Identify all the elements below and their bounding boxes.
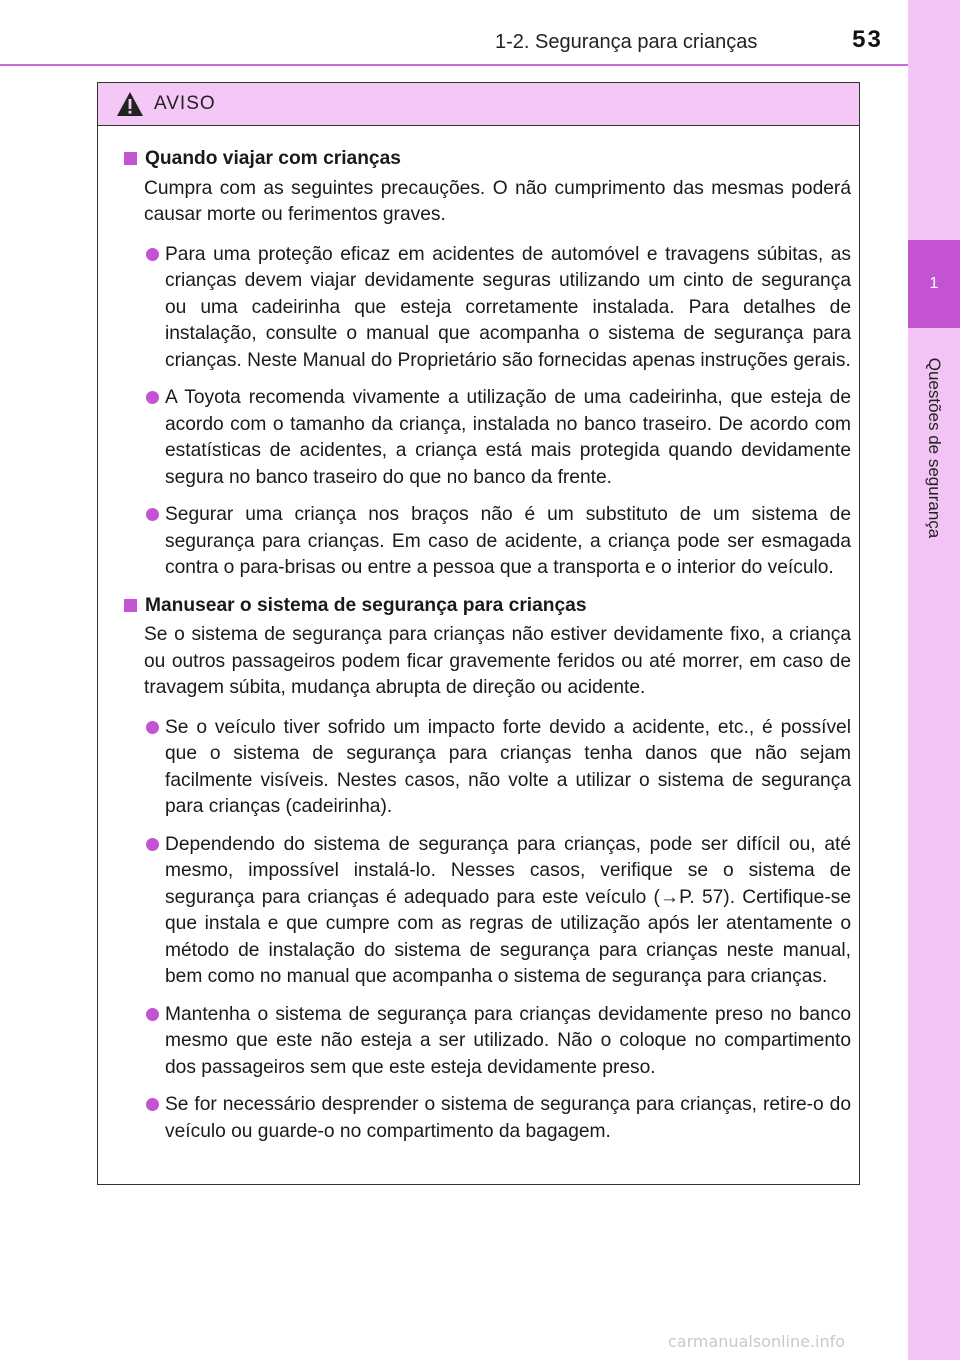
bullet-text: Se for necessário desprender o sistema de segurança para crianças, retire-o do veículo ou guarde-o no compartimento da bagagem. xyxy=(165,1094,851,1142)
round-bullet-icon xyxy=(146,838,159,851)
bullet-text: Mantenha o sistema de segurança para crianças devidamente preso no banco mesmo que este não esteja a ser utilizado. Não o coloque no compartimento dos passageiros sem que este esteja devidamente preso. xyxy=(165,1003,851,1078)
bullet-item xyxy=(146,242,851,375)
section-heading xyxy=(122,146,851,173)
warning-box xyxy=(97,82,860,1185)
square-bullet-icon xyxy=(124,152,137,165)
round-bullet-icon xyxy=(146,1008,159,1021)
bullet-item xyxy=(146,832,851,991)
watermark: carmanualsonline.info xyxy=(668,1332,846,1351)
bullet-text: Segurar uma criança nos braços não é um substituto de um sistema de segurança para crianças. Em caso de acidente, a criança pode ser esmagada contra o para-brisas ou entre a pessoa que a transporta e o interior do veículo. xyxy=(165,504,851,578)
section-intro: Se o sistema de segurança para crianças não estiver devidamente fixo, a criança ou outros passageiros podem ficar gravemente feridos ou até morrer, em caso de travagem súbita, mudança abrupta de direção ou acidente. xyxy=(144,624,851,698)
side-tab xyxy=(908,0,960,1360)
warning-triangle-icon xyxy=(116,91,144,117)
bullet-text: Dependendo do sistema de segurança para crianças, pode ser difícil ou, até mesmo, impossível instalá-lo. Nesses casos, verifique se o sistema de segurança para crianças é adequado para este veículo (→P. 57). Certifique-se que instala e que cumpre com as regras de utilização após ler atentamente o método de instalação do sistema de segurança para crianças neste manual, bem como no manual que acompanha o sistema de segurança para crianças. xyxy=(165,833,851,987)
section-heading xyxy=(122,593,851,620)
round-bullet-icon xyxy=(146,508,159,521)
section-title: 1-2. Segurança para crianças xyxy=(495,31,758,53)
square-bullet-icon xyxy=(124,599,137,612)
round-bullet-icon xyxy=(146,248,159,261)
section-intro: Cumpra com as seguintes precauções. O não cumprimento das mesmas poderá causar morte ou ferimentos graves. xyxy=(144,177,851,225)
chapter-tab[interactable]: 1 xyxy=(908,240,960,328)
bullet-item xyxy=(146,715,851,821)
round-bullet-icon xyxy=(146,721,159,734)
bullet-text: Para uma proteção eficaz em acidentes de automóvel e travagens súbitas, as crianças devem viajar devidamente seguras utilizando um cinto de segurança ou uma cadeirinha que esteja corretamente instalada. Para detalhes de instalação, consulte o manual que acompanha o sistema de segurança para crianças. Neste Manual do Proprietário são fornecidas apenas instruções gerais. xyxy=(165,243,851,371)
bullet-item xyxy=(146,502,851,582)
page-number: 53 xyxy=(852,26,883,53)
round-bullet-icon xyxy=(146,1098,159,1111)
bullet-text: A Toyota recomenda vivamente a utilização de uma cadeirinha, que esteja de acordo com o tamanho da criança, instalada no banco traseiro. De acordo com estatísticas de acidentes, a criança está mais protegida quando devidamente segura no banco traseiro do que no banco da frente. xyxy=(165,387,851,488)
warning-body xyxy=(98,126,859,1145)
section-heading-text: Manusear o sistema de segurança para crianças xyxy=(145,594,587,616)
header-divider xyxy=(0,64,908,66)
bullet-item xyxy=(146,1092,851,1145)
section-heading-text: Quando viajar com crianças xyxy=(145,148,401,169)
round-bullet-icon xyxy=(146,391,159,404)
bullet-text: Se o veículo tiver sofrido um impacto forte devido a acidente, etc., é possível que o sistema de segurança para crianças tenha danos que não sejam facilmente visíveis. Nestes casos, não volte a utilizar o sistema de segurança para crianças (cadeirinha). xyxy=(165,716,851,817)
chapter-title: Questões de segurança xyxy=(925,357,944,539)
warning-header xyxy=(98,83,859,126)
warning-title: AVISO xyxy=(154,93,216,114)
bullet-item xyxy=(146,1002,851,1082)
bullet-item xyxy=(146,385,851,491)
